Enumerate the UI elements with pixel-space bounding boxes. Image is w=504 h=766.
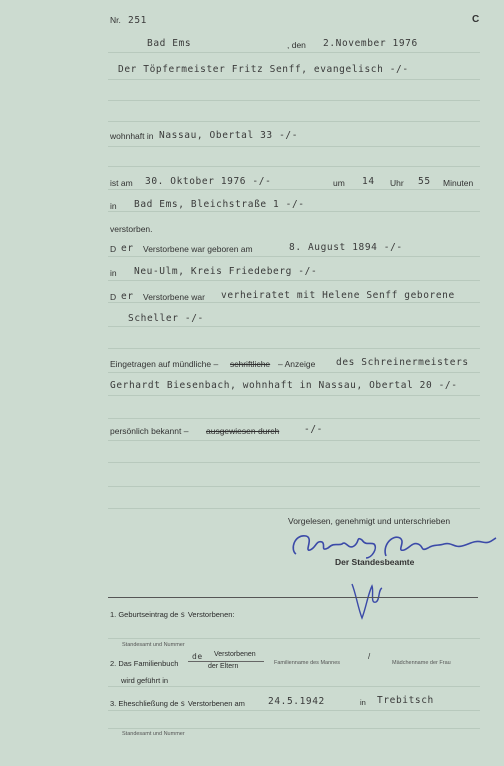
birth-label: Verstorbene war geboren am bbox=[143, 244, 253, 254]
ist-am-label: ist am bbox=[110, 178, 133, 188]
rule-line bbox=[108, 166, 480, 167]
death-in-label: in bbox=[110, 201, 117, 211]
slash-label: / bbox=[368, 652, 371, 661]
uhr-label: Uhr bbox=[390, 178, 404, 188]
footer-item-2-label: 2. Das Familienbuch bbox=[110, 659, 179, 668]
rule-line bbox=[108, 638, 480, 639]
marital-d-prefix: D bbox=[110, 292, 117, 302]
rule-line bbox=[108, 440, 480, 441]
rule-line bbox=[108, 79, 480, 80]
rule-line bbox=[108, 280, 480, 281]
rule-line bbox=[108, 211, 480, 212]
footer-item-2-de: de bbox=[192, 652, 203, 661]
rule-line bbox=[108, 710, 480, 711]
footer-item-2-verst: Verstorbenen bbox=[214, 651, 256, 658]
rule-line bbox=[108, 508, 480, 509]
date-value: 2.November 1976 bbox=[323, 38, 418, 49]
rule-line bbox=[108, 189, 480, 190]
fraction-line bbox=[188, 661, 264, 662]
report-label-b: – Anzeige bbox=[278, 359, 316, 369]
standesamt-label-3: Standesamt und Nummer bbox=[122, 731, 185, 737]
report-typed-1: des Schreinermeisters bbox=[336, 357, 469, 368]
marriage-in-label: in bbox=[360, 698, 366, 707]
rule-line bbox=[108, 686, 480, 687]
footer-item-3-s: s bbox=[180, 699, 186, 708]
read-label: Vorgelesen, genehmigt und unterschrieben bbox=[288, 516, 451, 526]
footer-item-1-label: 1. Geburtseintrag de bbox=[110, 610, 179, 619]
rule-line bbox=[108, 52, 480, 53]
rule-line bbox=[108, 121, 480, 122]
rule-line bbox=[108, 372, 480, 373]
marriage-date: 24.5.1942 bbox=[268, 696, 325, 707]
known-label: persönlich bekannt – bbox=[110, 426, 189, 436]
footer-item-1-b: Verstorbenen: bbox=[187, 610, 235, 619]
footer-item-3-b: Verstorbenen am bbox=[187, 699, 245, 708]
rule-line bbox=[108, 326, 480, 327]
nr-label: Nr. bbox=[110, 15, 121, 25]
death-minute: 55 bbox=[418, 176, 431, 187]
verstorben-label: verstorben. bbox=[110, 224, 153, 234]
standesamt-label-1: Standesamt und Nummer bbox=[122, 642, 185, 648]
rule-line bbox=[108, 395, 480, 396]
rule-line bbox=[108, 348, 480, 349]
gefuehrt-label: wird geführt in bbox=[121, 676, 169, 685]
footer-item-1 bbox=[110, 610, 235, 619]
official-signature bbox=[346, 580, 386, 622]
rule-line bbox=[108, 146, 480, 147]
report-label-a: Eingetragen auf mündliche – bbox=[110, 359, 219, 369]
footer-item-2-eltern: der Eltern bbox=[208, 663, 239, 670]
known-typed: -/- bbox=[304, 424, 323, 435]
corner-letter: C bbox=[472, 14, 480, 25]
marital-er: er bbox=[121, 291, 134, 302]
birth-place: Neu-Ulm, Kreis Friedeberg -/- bbox=[134, 266, 318, 277]
marital-value-2: Scheller -/- bbox=[128, 313, 204, 324]
death-hour: 14 bbox=[362, 176, 375, 187]
place-value: Bad Ems bbox=[147, 38, 192, 49]
rule-line bbox=[108, 486, 480, 487]
footer-separator bbox=[108, 597, 478, 598]
residence-label: wohnhaft in bbox=[110, 131, 154, 141]
rule-line bbox=[108, 100, 480, 101]
footer-item-3 bbox=[110, 699, 245, 708]
maedchenname-label: Mädchenname der Frau bbox=[392, 660, 451, 666]
rule-line bbox=[108, 256, 480, 257]
death-place: Bad Ems, Bleichstraße 1 -/- bbox=[134, 199, 305, 210]
birth-er: er bbox=[121, 243, 134, 254]
birth-date: 8. August 1894 -/- bbox=[289, 242, 403, 253]
rule-line bbox=[108, 462, 480, 463]
rule-line bbox=[108, 728, 480, 729]
marriage-place: Trebitsch bbox=[377, 695, 434, 706]
den-label: , den bbox=[287, 40, 306, 50]
footer-item-1-s: s bbox=[180, 610, 186, 619]
um-label: um bbox=[333, 178, 345, 188]
known-struck: ausgewiesen durch bbox=[206, 426, 280, 436]
marital-label: Verstorbene war bbox=[143, 292, 205, 302]
minuten-label: Minuten bbox=[443, 178, 474, 188]
report-typed-2: Gerhardt Biesenbach, wohnhaft in Nassau, Obertal 20 -/- bbox=[110, 380, 458, 391]
birth-in-label: in bbox=[110, 268, 117, 278]
official-label: Der Standesbeamte bbox=[335, 557, 415, 567]
report-label-struck: schriftliche bbox=[230, 359, 271, 369]
residence-value: Nassau, Obertal 33 -/- bbox=[159, 130, 299, 141]
nr-value: 251 bbox=[128, 15, 147, 26]
footer-item-3-label: 3. Eheschließung de bbox=[110, 699, 179, 708]
rule-line bbox=[108, 418, 480, 419]
person-line: Der Töpfermeister Fritz Senff, evangelisch -/- bbox=[118, 64, 409, 75]
death-date: 30. Oktober 1976 -/- bbox=[145, 176, 272, 187]
birth-d-prefix: D bbox=[110, 244, 117, 254]
marital-value: verheiratet mit Helene Senff geborene bbox=[221, 290, 455, 301]
rule-line bbox=[108, 302, 480, 303]
familienname-label: Familienname des Mannes bbox=[274, 660, 341, 666]
